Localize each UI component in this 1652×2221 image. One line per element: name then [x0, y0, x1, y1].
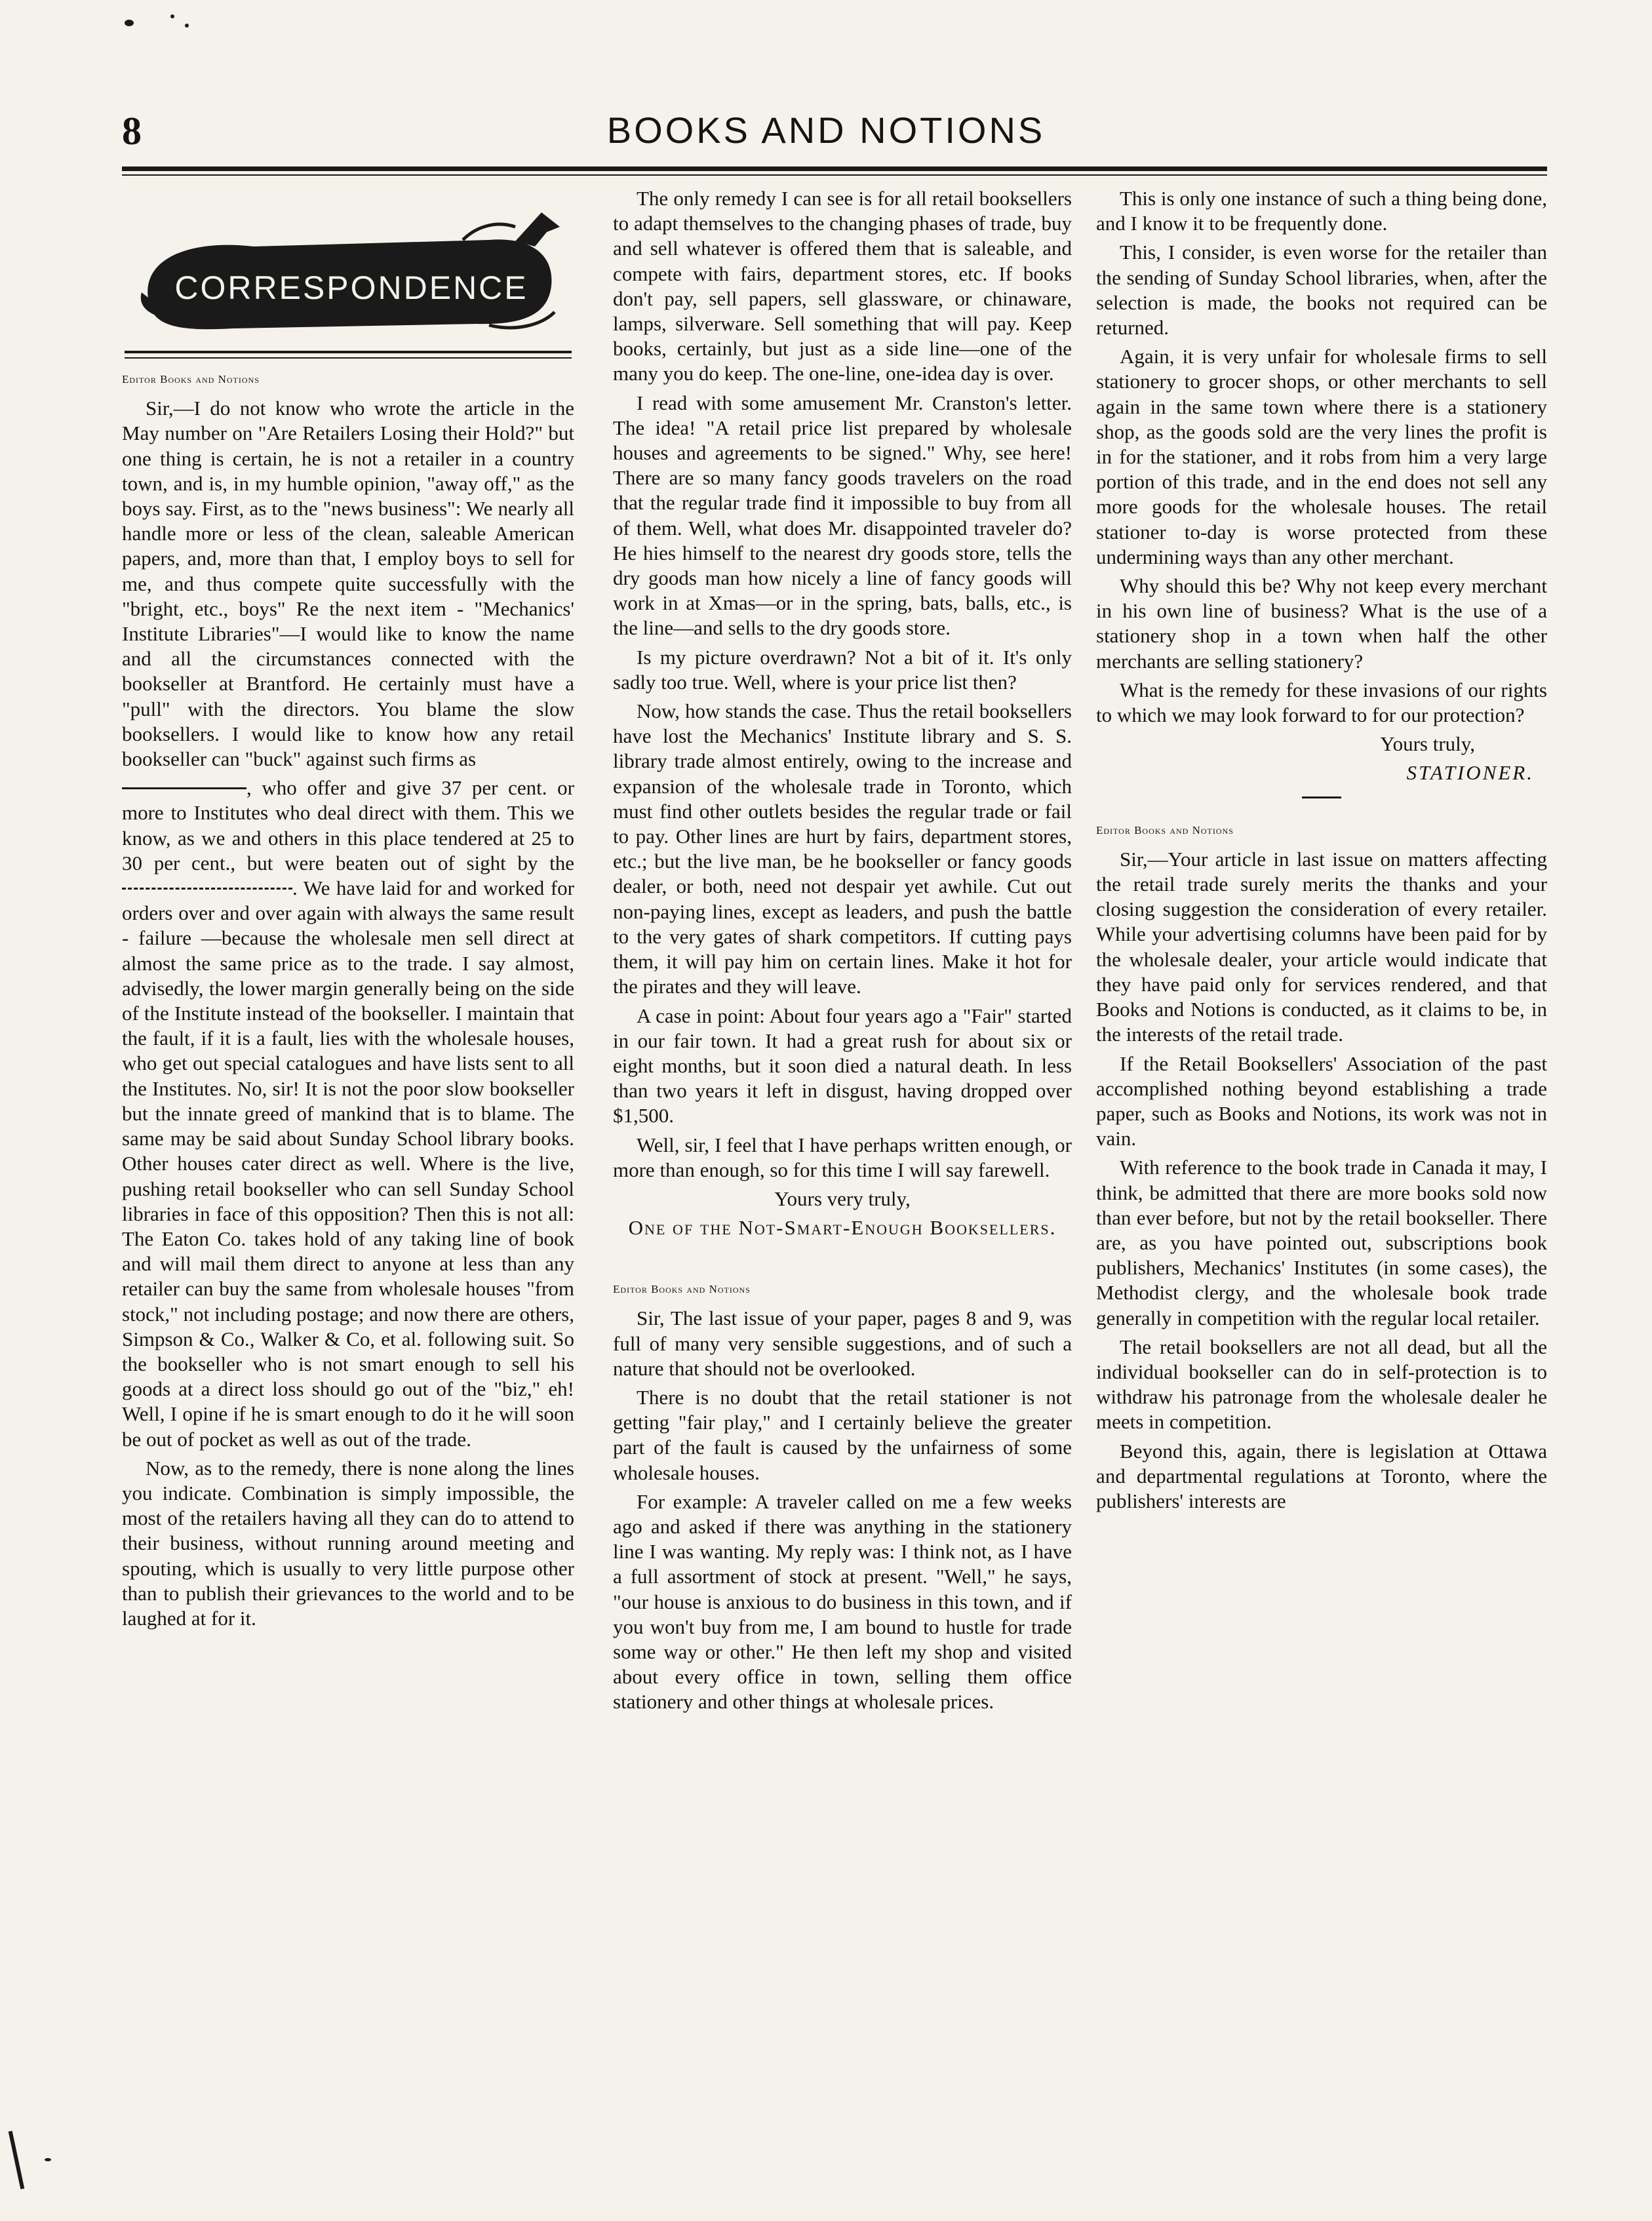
- letter-paragraph: Now, how stands the case. Thus the retail booksellers have lost the Mechanics' Institute library and S. S. library trade almost entirely, owing to the increase and expansion of the wholesale trade in Toronto, which must find other outlets besides the regular trade or fail to pay. Other lines are hurt by fairs, department stores, etc.; but the live man, be he bookseller or fancy goods dealer, or both, need not despair yet awhile. Cut out non-paying lines, except as leaders, and push the battle to the very gates of shark competitors. If cutting pays them, it will pay him on certain lines. Make it hot for the pirates and they will leave.: [613, 699, 1072, 998]
- letter-paragraph: A case in point: About four years ago a "Fair" started in our fair town. It had a great rush for about six or eight months, but it soon died a natural death. In less than two years it left in disgust, having dropped over $1,500.: [613, 1004, 1072, 1128]
- letter-paragraph: Sir, The last issue of your paper, pages 8 and 9, was full of many very sensible suggestions, and of such a nature that should not be overlooked.: [613, 1307, 1072, 1380]
- letter-paragraph: Is my picture overdrawn? Not a bit of it. It's only sadly too true. Well, where is your price list then?: [613, 645, 1072, 694]
- letter-paragraph: I read with some amusement Mr. Cranston's letter. The idea! "A retail price list prepared by wholesale houses and agreements to be signed." Why, see here! There are so many fancy goods travelers on the road that the regular trade find it impossible to buy from all of them. Well, what does Mr. disappointed traveler do? He hies himself to the nearest dry goods store, tells the dry goods man how nicely a line of fancy goods will work in at Xmas—or in the spring, bats, balls, etc., is the line—and sells to the dry goods store.: [613, 391, 1072, 640]
- column-3: [1096, 186, 1547, 1518]
- letter-paragraph: With reference to the book trade in Canada it may, I think, be admitted that there are more books sold now than ever before, but not by the retail bookseller. There are, as you have pointed out, subscriptions book publishers, Mechanics' Institutes (in some cases), the Methodist clergy, and the wholesale book trade generally in competition with the regular local retailer.: [1096, 1156, 1547, 1329]
- letter-signature: One of the Not-Smart-Enough Booksellers.: [628, 1216, 1057, 1240]
- column-1: [122, 367, 574, 1635]
- letter-paragraph: Well, sir, I feel that I have perhaps written enough, or more than enough, so for this time I will say farewell.: [613, 1133, 1072, 1181]
- letter-paragraph: , who offer and give 37 per cent. or more to Institutes who deal direct with them. This we know, as we and others in this place tendered at 25 to 30 per cent., but were beaten out of sight by the . We have laid for and worked for orders over and over again with always the same result - failure —because the wholesale men sell direct at almost the same price as to the trade. I say almost, advisedly, the lower margin generally being on the side of the Institute instead of the bookseller. I maintain that the fault, if it is a fault, lies with the wholesale houses, who get out special catalogues and have lists sent to all the Institutes. No, sir! It is not the poor slow bookseller but the innate greed of mankind that is to blame. The same may be said about Sunday School library books. Other houses cater direct as well. Where is the live, pushing retail bookseller who can sell Sunday School libraries in face of this opposition? Then this is not all: The Eaton Co. takes hold of any taking line of book and will mail them direct to anyone at less than any retailer can buy the same from wholesale houses "from stock," not including postage; and now there are others, Simpson & Co., Walker & Co, et al. following suit. So the bookseller who is not smart enough to sell his goods at a direct loss should go out of the "biz," eh! Well, I opine if he is smart enough to do it he will soon be out of pocket as well as out of the trade.: [122, 776, 574, 1451]
- letter-paragraph: The retail booksellers are not all dead, but all the individual bookseller can do in self-protection is to withdraw his patronage from the wholesale dealer he meets in competition.: [1096, 1335, 1547, 1434]
- scan-speck: [170, 14, 174, 18]
- scan-speck: [125, 20, 134, 26]
- banner-rule-bottom: [125, 357, 572, 359]
- letter-closing: Yours very truly,: [774, 1187, 911, 1210]
- column-2: [613, 186, 1072, 1719]
- letter-paragraph: For example: A traveler called on me a few weeks ago and asked if there was anything in the stationery line I was wanting. My reply was: I think not, as I have a full assortment of stock at present. "Well," he says, "our house is anxious to do business in this town, and if you won't buy from me, I am bound to hustle for trade some way or other." He then left my shop and visited about every office in town, selling them office stationery and other things at wholesale prices.: [613, 1489, 1072, 1714]
- letter-signature: STATIONER.: [1406, 761, 1534, 785]
- letter-paragraph: Now, as to the remedy, there is none along the lines you indicate. Combination is simply impossible, the most of the retailers having all they can do to attend to their business, without running around meeting and spouting, which is usually to very little purpose other than to publish their grievances to the world and to be laughed at for it.: [122, 1456, 574, 1630]
- letter-salutation: Editor Books and Notions: [613, 1283, 751, 1296]
- letter-paragraph: Sir,—Your article in last issue on matters affecting the retail trade surely merits the thanks and your closing suggestion the consideration of every retailer. While your advertising columns have been paid for by the wholesale dealer, your article would indicate that they have paid only for services rendered, and that Books and Notions is conducted, as it claims to be, in the interests of the retail trade.: [1096, 847, 1547, 1046]
- letter-paragraph: What is the remedy for these invasions of our rights to which we may look forward to for our protection?: [1096, 678, 1547, 727]
- banner-title: CORRESPONDENCE: [174, 269, 528, 306]
- section-divider: [1302, 796, 1341, 798]
- header-rule-thin: [122, 174, 1547, 176]
- letter-paragraph: This is only one instance of such a thing being done, and I know it to be frequently done.: [1096, 187, 1547, 235]
- letter-salutation: Editor Books and Notions: [122, 373, 260, 385]
- letter-paragraph: Beyond this, again, there is legislation at Ottawa and departmental regulations at Toronto, where the publishers' interests are: [1096, 1439, 1547, 1512]
- running-title: BOOKS AND NOTIONS: [606, 109, 1046, 151]
- banner-ornament: [122, 201, 574, 358]
- header-rule: [122, 167, 1547, 171]
- letter-paragraph: There is no doubt that the retail stationer is not getting "fair play," and I certainly believe the greater part of the fault is caused by the unfairness of some wholesale houses.: [613, 1385, 1072, 1484]
- letter-paragraph: If the Retail Booksellers' Association of the past accomplished nothing beyond establishing a trade paper, such as Books and Notions, its work was not in vain.: [1096, 1052, 1547, 1150]
- banner-rule-top: [125, 351, 572, 353]
- scan-speck: [45, 2158, 51, 2161]
- redacted-blank: [122, 787, 246, 789]
- letter-closing: Yours truly,: [1380, 732, 1475, 756]
- page-number: 8: [122, 109, 142, 153]
- letter-paragraph: The only remedy I can see is for all retail booksellers to adapt themselves to the changing phases of trade, buy and sell whatever is offered them that is saleable, and compete with fairs, department stores, etc. If books don't pay, sell papers, sell glassware, or chinaware, lamps, silverware. Sell something that will pay. Keep books, certainly, but just as a side line—one of the many you do keep. The one-line, one-idea day is over.: [613, 187, 1072, 385]
- letter-paragraph: Why should this be? Why not keep every merchant in his own line of business? What is the use of a stationery shop in a town when half the other merchants are selling stationery?: [1096, 574, 1547, 673]
- letter-paragraph: Sir,—I do not know who wrote the article in the May number on "Are Retailers Losing their Hold?" but one thing is certain, he is not a retailer in a country town, and is, in my humble opinion, "away off," as the boys say. First, as to the "news business": We nearly all handle more or less of the clean, saleable American papers, and, more than that, I employ boys to sell for me, and thus compete quite successfully with the "bright, etc., boys" Re the next item - "Mechanics' Institute Libraries"—I would like to know the name and all the circumstances connected with the bookseller at Brantford. He certainly must have a "pull" with the directors. You blame the slow booksellers. I would like to know how any retail bookseller can "buck" against such firms as: [122, 397, 574, 771]
- letter-paragraph: Again, it is very unfair for wholesale firms to sell stationery to grocer shops, or other merchants to sell again in the same town where there is a stationery shop, as the goods sold are the very lines the profit is in for the stationer, and it robs from him a very large portion of this trade, and in the end does not sell any more goods for the wholesale houses. The retail stationer to-day is worse protected from these undermining ways than any other merchant.: [1096, 345, 1547, 568]
- redacted-blank: [122, 888, 292, 890]
- letter-salutation: Editor Books and Notions: [1096, 823, 1234, 836]
- scan-speck: [185, 24, 189, 28]
- scan-edge-mark: [9, 2131, 25, 2189]
- correspondence-banner: [122, 201, 574, 358]
- letter-paragraph: This, I consider, is even worse for the retailer than the sending of Sunday School libraries, when, after the selection is made, the books not required can be returned.: [1096, 241, 1547, 340]
